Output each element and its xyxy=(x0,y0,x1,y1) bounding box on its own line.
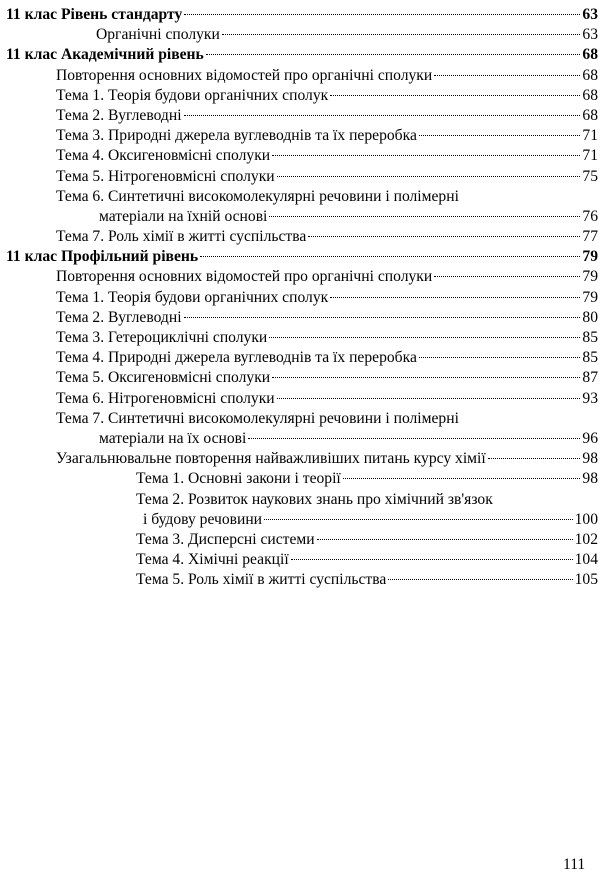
toc-entry-title: 11 клас Академічний рівень xyxy=(6,46,204,64)
toc-entry-page: 98 xyxy=(582,450,598,468)
toc-leader-dots xyxy=(317,539,573,540)
toc-leader-dots xyxy=(184,14,580,15)
toc-leader-dots xyxy=(434,75,580,76)
toc-entry xyxy=(6,328,598,348)
toc-leader-dots xyxy=(330,95,580,96)
toc-entry xyxy=(6,490,598,510)
toc-entry xyxy=(6,429,598,449)
toc-entry xyxy=(6,570,598,590)
toc-entry xyxy=(6,348,598,368)
toc-entry-title: Тема 1. Основні закони і теорії xyxy=(136,470,341,488)
toc-entry-title: Повторення основних відомостей про органічні сполуки xyxy=(56,66,433,84)
toc-leader-dots xyxy=(330,297,580,298)
toc-entry-page: 100 xyxy=(574,510,598,528)
toc-entry xyxy=(6,288,598,308)
toc-leader-dots xyxy=(343,478,581,479)
toc-entry xyxy=(6,368,598,388)
toc-entry-title: Тема 3. Природні джерела вуглеводнів та їх переробка xyxy=(56,127,417,145)
toc-leader-dots xyxy=(272,155,580,156)
toc-entry-page: 104 xyxy=(574,551,598,569)
toc-entry-title: Тема 1. Теорія будови органічних сполук xyxy=(56,288,329,306)
toc-leader-dots xyxy=(434,276,580,277)
toc-entry xyxy=(6,409,598,429)
toc-entry-page: 79 xyxy=(582,288,598,306)
toc-entry-title: Тема 2. Вуглеводні xyxy=(56,106,182,124)
toc-entry-title: Тема 6. Нітрогеновмісні сполуки xyxy=(56,389,275,407)
toc-entry-page: 63 xyxy=(582,26,598,44)
toc-leader-dots xyxy=(488,458,581,459)
toc-entry-title: Узагальнювальне повторення найважливіших питань курсу хімії xyxy=(56,450,486,468)
table-of-contents xyxy=(6,5,598,590)
toc-entry-title: 11 клас Профільний рівень xyxy=(6,248,199,266)
toc-entry-title: матеріали на їх основі xyxy=(99,429,247,447)
toc-leader-dots xyxy=(419,135,581,136)
toc-entry-title: 11 клас Рівень стандарту xyxy=(6,6,183,23)
toc-entry-page: 68 xyxy=(582,46,598,64)
toc-entry xyxy=(6,25,598,45)
toc-leader-dots xyxy=(269,216,580,217)
toc-entry-page: 85 xyxy=(582,349,598,367)
toc-entry xyxy=(6,187,598,207)
toc-leader-dots xyxy=(200,256,580,257)
toc-entry xyxy=(6,530,598,550)
toc-entry-title: Органічні сполуки xyxy=(96,26,220,44)
toc-entry xyxy=(6,66,598,86)
toc-entry-title: Тема 4. Природні джерела вуглеводнів та їх переробка xyxy=(56,349,417,367)
toc-leader-dots xyxy=(308,236,580,237)
toc-leader-dots xyxy=(388,579,572,580)
toc-entry xyxy=(6,267,598,287)
toc-entry-title: Тема 2. Вуглеводні xyxy=(56,308,182,326)
toc-entry xyxy=(6,106,598,126)
toc-entry-title: Тема 2. Розвиток наукових знань про хімічний зв'язок xyxy=(136,490,493,508)
toc-leader-dots xyxy=(291,559,573,560)
toc-entry xyxy=(6,207,598,227)
toc-entry-title: Тема 7. Роль хімії в житті суспільства xyxy=(56,228,307,246)
toc-leader-dots xyxy=(222,34,581,35)
toc-entry-title: матеріали на їхній основі xyxy=(99,207,268,225)
toc-entry-title: Тема 5. Оксигеновмісні сполуки xyxy=(56,369,271,387)
toc-section-heading xyxy=(6,247,598,267)
toc-entry-title: Тема 3. Гетероциклічні сполуки xyxy=(56,329,268,346)
toc-entry-page: 102 xyxy=(574,530,598,548)
toc-entry-title: Тема 3. Дисперсні системи xyxy=(136,530,315,548)
toc-entry-title: Тема 4. Оксигеновмісні сполуки xyxy=(56,147,271,165)
toc-leader-dots xyxy=(264,519,573,520)
toc-entry-page: 63 xyxy=(582,6,598,23)
toc-leader-dots xyxy=(206,54,581,55)
toc-entry xyxy=(6,469,598,489)
toc-entry-page: 77 xyxy=(582,228,598,246)
toc-entry-page: 85 xyxy=(582,329,598,346)
toc-entry-page: 87 xyxy=(582,369,598,387)
toc-entry-page: 71 xyxy=(582,147,598,165)
toc-entry xyxy=(6,167,598,187)
toc-entry xyxy=(6,146,598,166)
toc-leader-dots xyxy=(248,438,580,439)
toc-entry xyxy=(6,308,598,328)
toc-entry-page: 76 xyxy=(582,207,598,225)
toc-entry xyxy=(6,389,598,409)
toc-leader-dots xyxy=(184,115,581,116)
toc-entry-page: 105 xyxy=(574,571,598,589)
toc-entry-title: Тема 5. Роль хімії в житті суспільства xyxy=(136,571,387,589)
toc-entry-page: 93 xyxy=(582,389,598,407)
toc-leader-dots xyxy=(277,398,581,399)
toc-entry-page: 75 xyxy=(582,167,598,185)
page-number: 111 xyxy=(563,856,586,873)
toc-leader-dots xyxy=(419,357,581,358)
toc-entry-page: 79 xyxy=(582,268,598,286)
toc-leader-dots xyxy=(184,317,581,318)
toc-leader-dots xyxy=(272,377,580,378)
toc-entry xyxy=(6,550,598,570)
toc-entry-page: 71 xyxy=(582,127,598,145)
toc-entry xyxy=(6,227,598,247)
toc-entry-title: Тема 7. Синтетичні високомолекулярні речовини і полімерні xyxy=(56,409,459,427)
toc-entry-title: Тема 5. Нітрогеновмісні сполуки xyxy=(56,167,275,185)
toc-section-heading xyxy=(6,5,598,25)
toc-entry xyxy=(6,510,598,530)
toc-entry-title: Тема 4. Хімічні реакції xyxy=(136,551,289,569)
toc-leader-dots xyxy=(277,176,581,177)
toc-entry-page: 68 xyxy=(582,86,598,104)
toc-entry-title: Повторення основних відомостей про органічні сполуки xyxy=(56,268,433,286)
toc-entry-title: Тема 6. Синтетичні високомолекулярні речовини і полімерні xyxy=(56,187,459,205)
toc-entry-page: 68 xyxy=(582,66,598,84)
toc-entry-page: 79 xyxy=(582,248,598,266)
toc-entry xyxy=(6,86,598,106)
toc-entry-page: 96 xyxy=(582,429,598,447)
toc-leader-dots xyxy=(269,337,580,338)
toc-entry-page: 98 xyxy=(582,470,598,488)
toc-entry-title: і будову речовини xyxy=(143,510,263,528)
toc-entry xyxy=(6,126,598,146)
toc-entry-page: 68 xyxy=(582,106,598,124)
toc-entry xyxy=(6,449,598,469)
toc-section-heading xyxy=(6,45,598,65)
toc-entry-page: 80 xyxy=(582,308,598,326)
toc-entry-title: Тема 1. Теорія будови органічних сполук xyxy=(56,86,329,104)
